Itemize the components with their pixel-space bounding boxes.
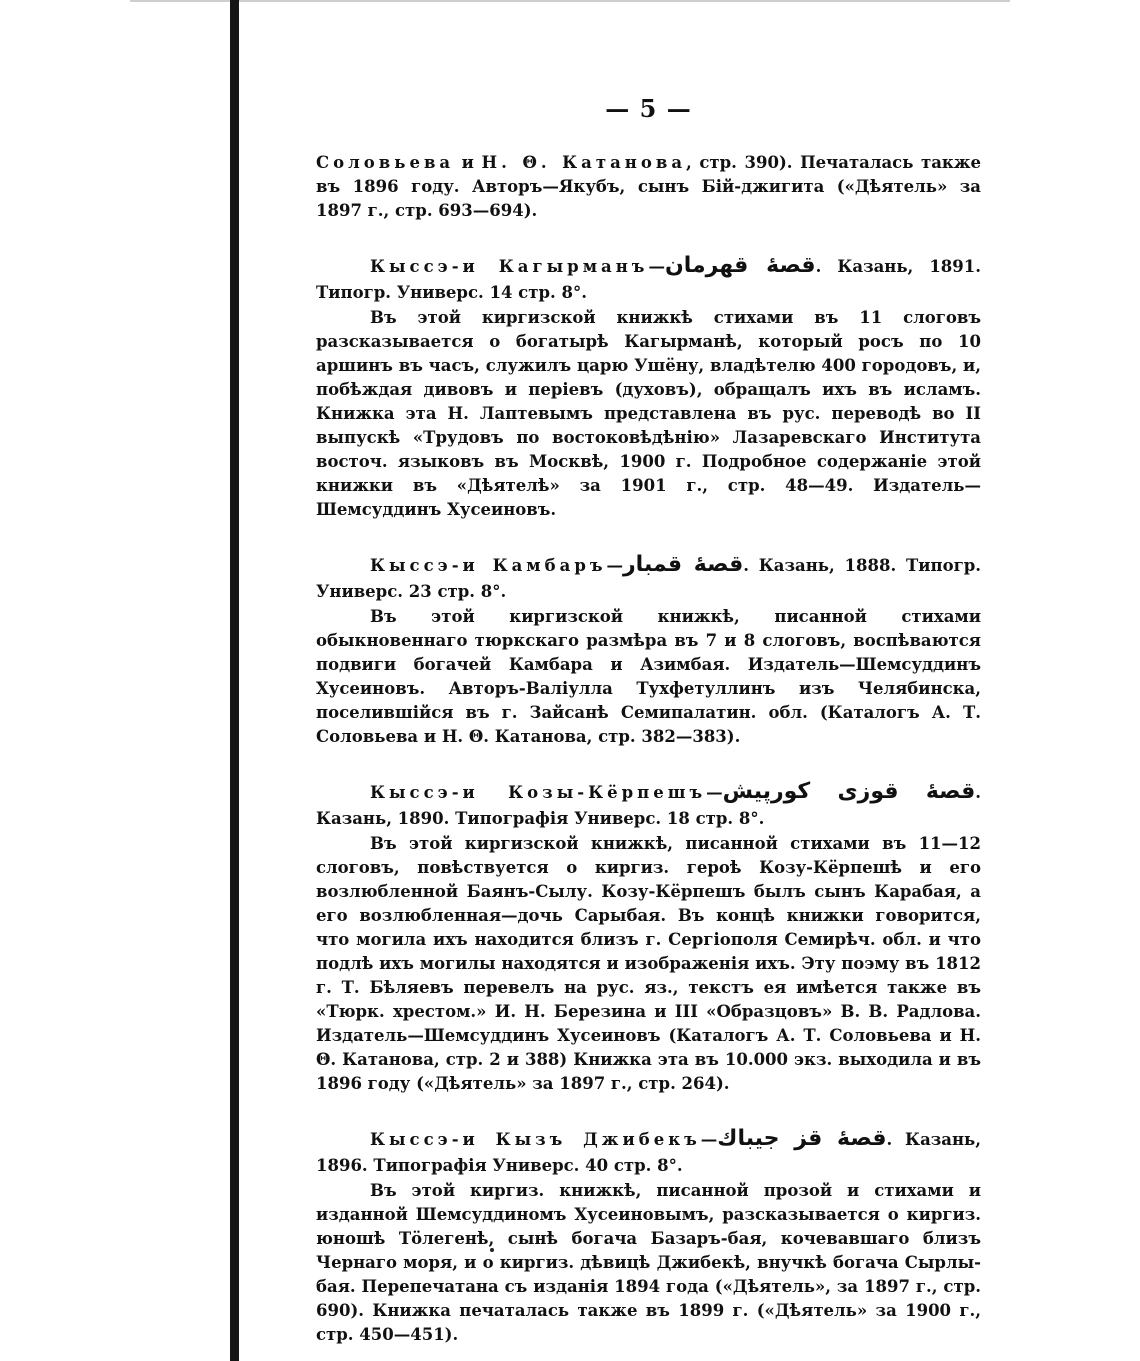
entry-kyz-zhibek [316, 1126, 981, 1347]
intro-paragraph [316, 151, 981, 223]
page-content [316, 94, 981, 1347]
entry-body: Въ этой киргизской книжкѣ, писанной стихами обыкновеннаго тюркскаго размѣра въ 7 и 8 слоговъ, воспѣваются подвиги богачей Камбара и Азимбая. Издатель—Шемсуддинъ Хусеиновъ. Авторъ-Валіулла Тухфетуллинъ изъ Челябинска, поселившійся въ г. Зайсанѣ Семипалатин. обл. (Каталогъ А. Т. Соловьева и Н. Θ. Катанова, стр. 382—383). [316, 607, 981, 746]
entry-arabic-title: قصهٔ قمبار [623, 552, 744, 577]
intro-rest: , стр. 390). Печаталась также въ 1896 году. Авторъ—Якубъ, сынъ Бій-джигита («Дѣятель» за 1897 г., стр. 693—694). [316, 153, 982, 220]
entry-heading: Кыссэ-и Кагырманъ—قصهٔ قهرمان. Казань, 1891. Типогр. Универс. 14 стр. 8°. [316, 253, 981, 302]
entry-details: . Казань, 1890. Типографія Универс. 18 стр. 8°. [316, 783, 981, 828]
entry-kozy-korpesh [316, 779, 981, 1096]
page-number: — 5 — [605, 94, 692, 123]
entry-heading: Кыссэ-и Кызъ Джибекъ—قصهٔ قز جیباك. Казань, 1896. Типографія Универс. 40 стр. 8°. [316, 1126, 981, 1175]
entry-heading: Кыссэ-и Козы-Кёрпешъ—قصهٔ قوزی کورپیش. Казань, 1890. Типографія Универс. 18 стр. 8°. [316, 779, 981, 828]
entry-title: Кыссэ-и Камбаръ [370, 556, 607, 575]
entry-kambar [316, 552, 981, 749]
entry-body: Въ этой киргизской книжкѣ стихами въ 11 слоговъ разсказывается о богатырѣ Кагырманѣ, который росъ по 10 аршинъ въ часъ, служилъ царю Ушёну, владѣтелю 400 городовъ, и, побѣждая дивовъ и періевъ (духовъ), обращалъ ихъ въ исламъ. Книжка эта Н. Лаптевымъ представлена въ рус. переводѣ во II выпускѣ «Трудовъ по востоковѣдѣнію» Лазаревскаго Института восточ. языковъ въ Москвѣ, 1900 г. Подробное содержаніе этой книжки въ «Дѣятелѣ» за 1901 г., стр. 48—49. Издатель—Шемсуддинъ Хусеиновъ. [316, 308, 981, 519]
entry-heading: Кыссэ-и Камбаръ—قصهٔ قمبار. Казань, 1888. Типогр. Универс. 23 стр. 8°. [316, 552, 981, 601]
entry-details: . Казань, 1896. Типографія Универс. 40 стр. 8°. [316, 1130, 981, 1175]
entry-body: Въ этой киргизской книжкѣ, писанной стихами въ 11—12 слоговъ, повѣствуется о киргиз. героѣ Козу-Кёрпешѣ и его возлюбленной Баянъ-Сылу. Козу-Кёрпешъ былъ сынъ Карабая, а его возлюбленная—дочь Сарыбая. Въ концѣ книжки говорится, что могила ихъ находится близъ г. Сергіополя Семирѣч. обл. и что подлѣ ихъ могилы находятся и изображенія ихъ. Эту поэму въ 1812 г. Т. Бѣляевъ перевелъ на рус. яз., текстъ ея имѣется также въ «Тюрк. хрестом.» И. Н. Березина и III «Образцовъ» В. В. Радлова. Издатель—Шемсуддинъ Хусеиновъ (Каталогъ А. Т. Соловьева и Н. Θ. Катанова, стр. 2 и 388) Книжка эта въ 10.000 экз. выходила и въ 1896 году («Дѣятель» за 1897 г., стр. 264). [316, 834, 981, 1093]
intro-conjunction: и [454, 153, 482, 172]
entry-arabic-title: قصهٔ قز جیباك [717, 1126, 887, 1151]
binding-spine-line [230, 0, 239, 1361]
entry-kagyrman [316, 253, 981, 522]
entry-details: . Казань, 1891. Типогр. Универс. 14 стр. 8°. [316, 257, 981, 302]
entry-arabic-title: قصهٔ قهرمان [664, 253, 816, 278]
entry-title: Кыссэ-и Кызъ Джибекъ [370, 1130, 701, 1149]
entry-title: Кыссэ-и Козы-Кёрпешъ [370, 783, 707, 802]
scan-speck [490, 1248, 494, 1252]
top-scan-rule [130, 0, 1010, 2]
entry-title: Кыссэ-и Кагырманъ [370, 257, 649, 276]
entry-body: Въ этой киргиз. книжкѣ, писанной прозой и стихами и изданной Шемсуддиномъ Хусеиновымъ, разсказывается о киргиз. юношѣ Тӧлегенѣ, сынѣ богача Базаръ-бая, кочевавшаго близъ Чернаго моря, и о киргиз. дѣвицѣ Джибекѣ, внучкѣ богача Сырлы-бая. Перепечатана съ изданія 1894 года («Дѣятель», за 1897 г., стр. 690). Книжка печаталась также въ 1899 г. («Дѣятель» за 1900 г., стр. 450—451). [316, 1181, 981, 1344]
intro-author-b: Н. Θ. Катанова [481, 153, 687, 172]
entry-details: . Казань, 1888. Типогр. Универс. 23 стр. 8°. [316, 556, 981, 601]
entry-arabic-title: قصهٔ قوزی کورپیش [722, 779, 976, 804]
intro-author-a: Соловьева [316, 153, 455, 172]
